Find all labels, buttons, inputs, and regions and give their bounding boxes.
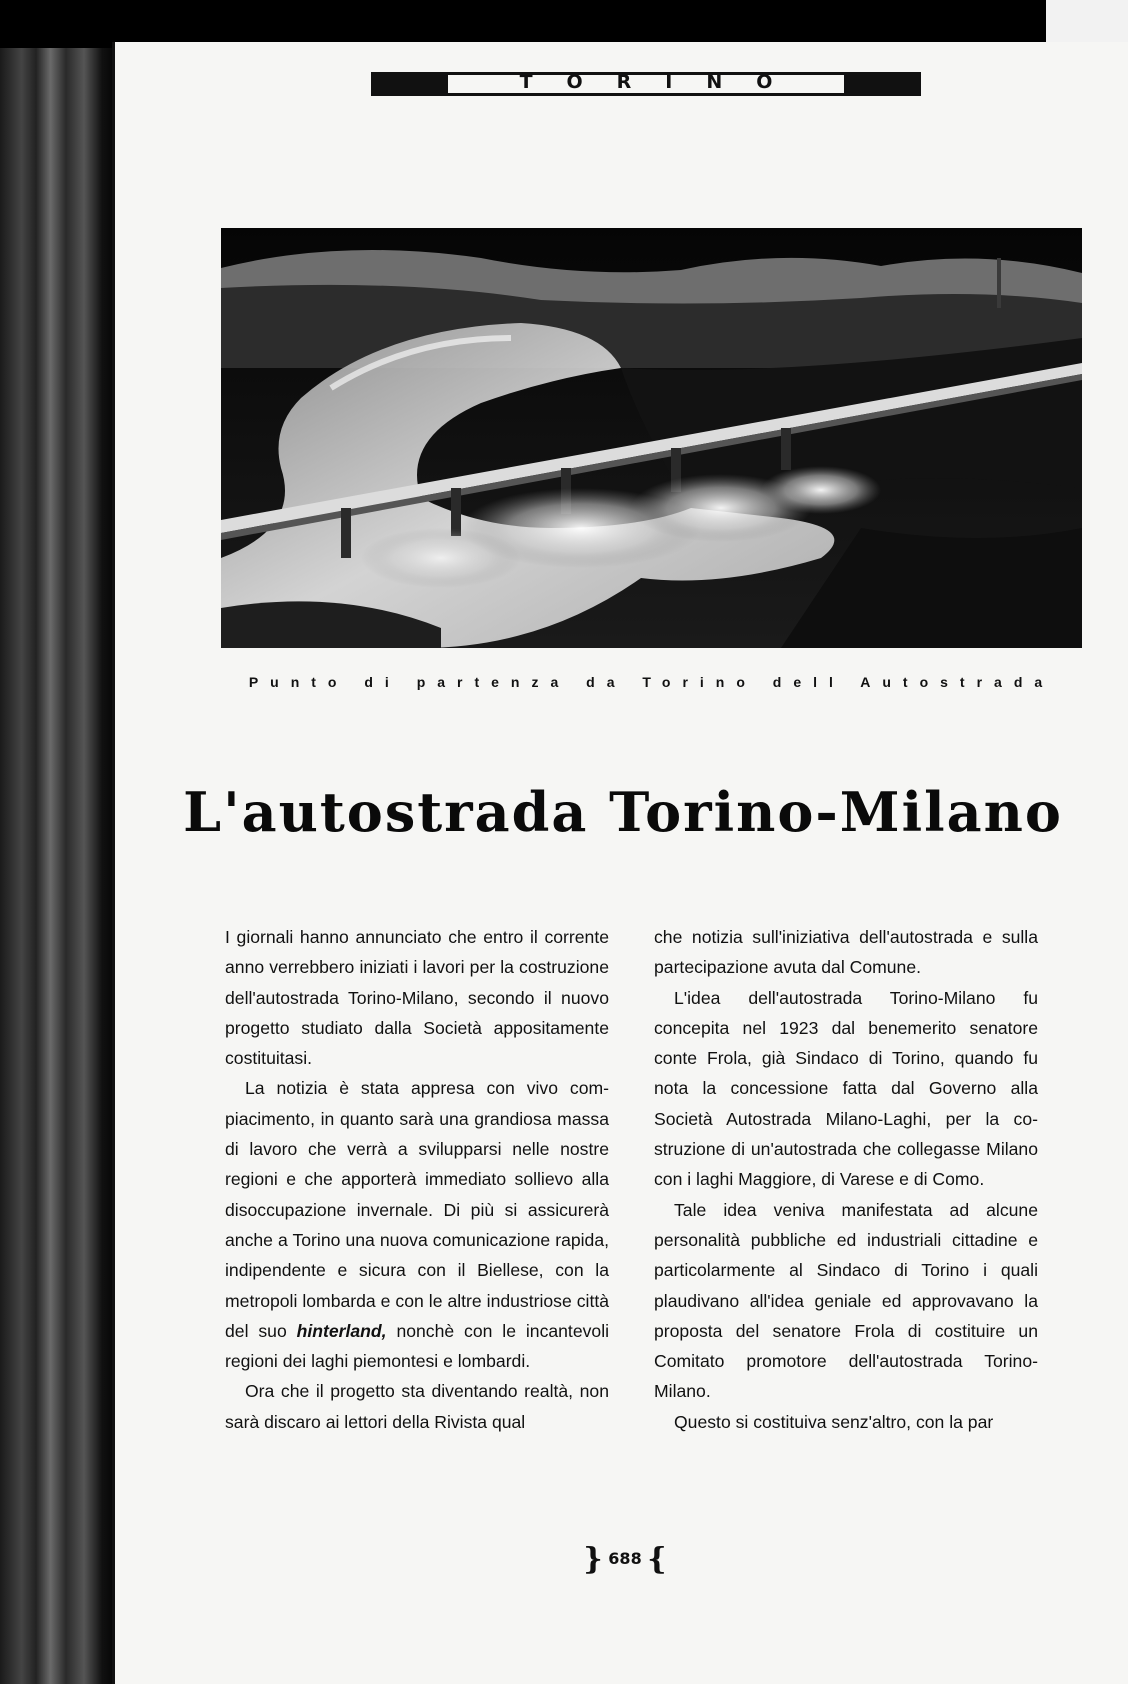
text-column-right	[654, 922, 1038, 1437]
brace-right-icon: {	[647, 1542, 667, 1577]
paragraph: L'idea dell'autostrada Torino-Milano fu concepita nel 1923 dal benemerito senatore conte Frola, già Sindaco di Torino, quando fu nota la concessione fatta dal Governo alla Società Autostrada Milano-Laghi, per la costruzione di un'autostrada che collegasse Milano con i laghi Maggiore, di Varese e di Como.	[654, 987, 1038, 1190]
paragraph: I giornali hanno annunciato che entro il corrente anno verrebbero iniziati i lavori per la costruzione dell'autostrada Torino-Milano, secondo il nuovo progetto studiato dalla Società appositamente costituitasi.	[225, 927, 609, 1069]
running-header-text: TORINO	[519, 71, 807, 93]
text-column-left	[225, 922, 609, 1437]
bridge-photograph	[221, 228, 1082, 648]
page-number-text: 688	[608, 1549, 642, 1568]
bridge-photo-illustration	[221, 228, 1082, 648]
paragraph: Tale idea veniva manifestata ad alcune personalità pubbliche ed industriali cittadine e particolarmente al Sindaco di Torino i quali plaudivano all'idea geniale ed approvavano la proposta del senatore Frola di costituire un Comitato promotore dell'autostrada Torino-Milano.	[654, 1199, 1038, 1402]
running-header	[371, 72, 921, 96]
paragraph-text: nonchè con le incantevoli regioni dei laghi piemontesi e lombardi.	[225, 1320, 610, 1372]
paragraph: Ora che il progetto sta diventando realtà, non sarà discaro ai lettori della Rivista qual	[225, 1381, 609, 1432]
paragraph: Questo si costituiva senz'altro, con la par	[674, 1411, 994, 1432]
paragraph-text: La notizia è stata appresa con vivo compiacimento, in quanto sarà una grandiosa massa di lavoro che verrà a svilupparsi nelle nostre regioni e che apporterà immediato sollievo alla disoccupazione invernale. Di più si assicurerà anche a Torino una nuova comunicazione rapida, indipendente e sicura con il Biellese, con la metropoli lombarda e con le altre industriose città del suo	[225, 1078, 609, 1341]
paragraph: che notizia sull'iniziativa dell'autostrada e sulla partecipazione avuta dal Comune.	[654, 927, 1038, 978]
paragraph	[225, 1073, 609, 1376]
page-number	[565, 1542, 685, 1577]
scan-top-band	[0, 0, 1128, 48]
magazine-page	[112, 42, 1128, 1684]
italic-term: hinterland,	[296, 1320, 387, 1341]
scan-corner	[1046, 0, 1128, 42]
brace-left-icon: }	[583, 1542, 603, 1577]
article-title: L'autostrada Torino-Milano	[183, 780, 1063, 844]
photo-caption: Punto di partenza da Torino dell Autostrada	[248, 674, 1055, 690]
book-binding	[0, 0, 120, 1684]
